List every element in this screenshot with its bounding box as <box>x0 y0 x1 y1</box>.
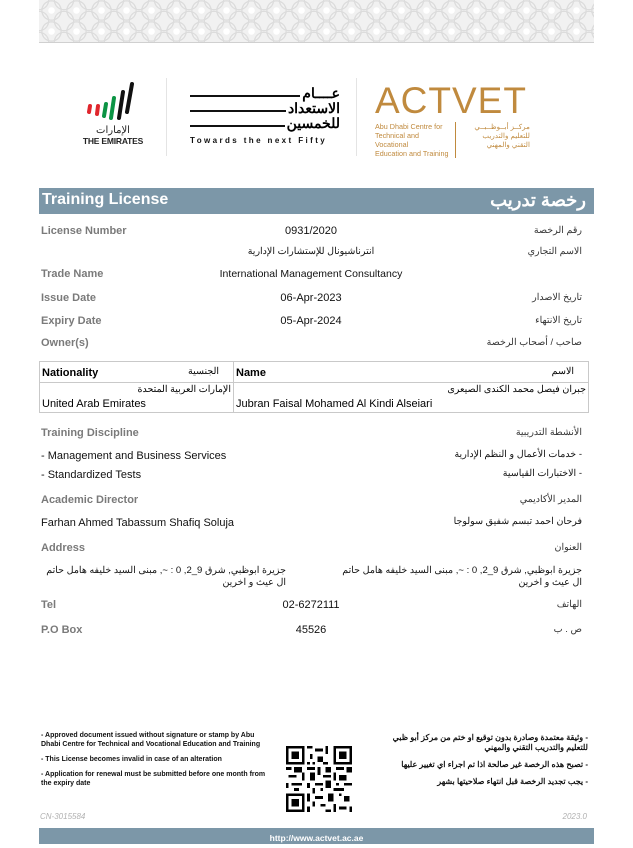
logo-divider <box>166 78 167 156</box>
title-english: Training License <box>42 191 169 208</box>
nationality-header: Nationality الجنسية <box>40 362 233 383</box>
address-row <box>41 542 582 558</box>
footer-bar <box>39 828 594 844</box>
note-item-ar: - يجب تجديد الرخصة قبل انتهاء صلاحيتها بشهر <box>437 777 588 786</box>
academic-director-name-ar: فرحان احمد تبسم شفيق سولوجا <box>453 516 582 527</box>
decorative-pattern-band <box>39 0 594 43</box>
training-discipline-row <box>41 427 582 443</box>
fifty-logo-line-1: عــــام <box>302 85 340 101</box>
discipline-item-en: - Standardized Tests <box>41 469 142 481</box>
title-bar <box>39 188 594 214</box>
academic-director-name-en: Farhan Ahmed Tabassum Shafiq Soluja <box>41 517 235 529</box>
po-box-value: 45526 <box>295 624 327 636</box>
nationality-en: United Arab Emirates <box>42 398 146 410</box>
tel-label: Tel <box>41 599 57 611</box>
actvet-arabic-name: مركــز أبــوظــبــي للتعليم والتدريب التقني والمهني <box>474 122 530 149</box>
po-box-label-ar: ص . ب <box>553 624 582 635</box>
academic-director-label-ar: المدير الأكاديمي <box>519 494 582 505</box>
note-item: - This License becomes invalid in case of an alteration <box>41 756 222 763</box>
owners-label-ar: صاحب / أصحاب الرخصة <box>486 337 582 348</box>
academic-director-label: Academic Director <box>41 494 139 506</box>
license-number-label-ar: رقم الرخصة <box>533 225 582 236</box>
trade-name-ar-value: انترناشيونال للإستشارات الإدارية <box>247 246 375 257</box>
nationality-ar: الإمارات العربية المتحدة <box>137 384 231 395</box>
discipline-item-en: - Management and Business Services <box>41 450 227 462</box>
note-item: - Application for renewal must be submitted before one month from the expiry date <box>41 771 266 787</box>
fifty-logo-english: Towards the next Fifty <box>190 136 328 145</box>
owners-table <box>39 361 589 413</box>
note-item-ar: - وثيقة معتمدة وصادرة بدون توقيع او ختم من مركز أبو ظبي للتعليم والتدريب التقني والمهني <box>392 733 588 752</box>
expiry-date-label: Expiry Date <box>41 315 102 327</box>
tel-value: 02-6272111 <box>282 599 340 611</box>
towards-next-fifty-logo <box>190 86 340 152</box>
actvet-divider <box>455 122 456 158</box>
trade-name-label: Trade Name <box>41 268 104 280</box>
actvet-english-name: Abu Dhabi Centre for Technical and Vocational Education and Training <box>375 122 449 158</box>
tel-label-ar: الهاتف <box>556 599 582 610</box>
owner-name-ar: جبران فيصل محمد الكندى الصيعرى <box>447 384 586 395</box>
uae-logo-english: THE EMIRATES <box>82 136 144 146</box>
owners-label: Owner(s) <box>41 337 89 349</box>
document-code: CN-3015584 <box>40 812 86 821</box>
discipline-item-ar: - خدمات الأعمال و النظم الإدارية <box>454 449 582 460</box>
license-number-label: License Number <box>41 225 127 237</box>
license-number-row <box>41 225 582 241</box>
trade-name-value: International Management Consultancy <box>219 268 403 280</box>
tel-row <box>41 599 582 615</box>
expiry-date-value: 05-Apr-2024 <box>280 315 342 327</box>
academic-director-row <box>41 494 582 510</box>
uae-logo-arabic: الإمارات <box>96 125 130 136</box>
emirates-flag-strokes-icon <box>85 80 141 124</box>
fifty-logo-line-3: للخمسين <box>286 115 340 131</box>
training-discipline-label-ar: الأنشطة التدريبية <box>515 427 582 438</box>
the-emirates-logo <box>78 80 148 154</box>
nationality-column <box>40 362 234 412</box>
note-item-ar: - تصبح هذه الرخصة غير صالحة اذا تم اجراء اي تغيير عليها <box>401 760 588 769</box>
expiry-date-label-ar: تاريخ الانتهاء <box>535 315 582 326</box>
address-label-ar: العنوان <box>554 542 582 553</box>
qr-code-icon <box>286 746 352 812</box>
trade-name-ar-row <box>41 246 582 262</box>
po-box-row <box>41 624 582 640</box>
logo-divider <box>356 78 357 156</box>
name-header: Name الاسم <box>234 362 588 383</box>
owners-row <box>41 337 582 353</box>
actvet-logo <box>375 80 530 158</box>
website-link[interactable]: http://www.actvet.ac.ae <box>269 833 364 843</box>
issue-date-row <box>41 292 582 308</box>
license-number-value: 0931/2020 <box>285 225 337 237</box>
actvet-wordmark: ACTVET <box>375 80 527 121</box>
discipline-item-ar: - الاختبارات القياسية <box>502 468 582 479</box>
trade-name-label-ar: الاسم التجاري <box>527 246 582 257</box>
name-column <box>234 362 588 412</box>
issue-date-label-ar: تاريخ الاصدار <box>532 292 582 303</box>
title-arabic: رخصة تدريب <box>490 190 586 210</box>
address-value-ar: جزيرة ابوظبي, شرق 9_2, 0 : ~, مبنى السيد خليفه هامل حاتم ال عيث و اخرين <box>46 565 286 588</box>
owner-name-en: Jubran Faisal Mohamed Al Kindi Alseiari <box>236 398 433 410</box>
po-box-label: P.O Box <box>41 624 83 636</box>
issue-date-label: Issue Date <box>41 292 97 304</box>
issue-date-value: 06-Apr-2023 <box>280 292 342 304</box>
notes-arabic <box>388 733 588 794</box>
training-discipline-label: Training Discipline <box>41 427 139 439</box>
trade-name-row <box>41 268 582 284</box>
notes-english <box>41 731 266 794</box>
address-label: Address <box>41 542 86 554</box>
note-item: - Approved document issued without signature or stamp by Abu Dhabi Centre for Technical and Vocational Education and Training <box>41 732 261 748</box>
address-value-ar-right: جزيرة ابوظبي, شرق 9_2, 0 : ~, مبنى السيد خليفه هامل حاتم ال عيث و اخرين <box>342 565 582 588</box>
fifty-logo-line-2: الاستعداد <box>287 100 340 116</box>
expiry-date-row <box>41 315 582 331</box>
document-version: 2023.0 <box>562 812 587 821</box>
